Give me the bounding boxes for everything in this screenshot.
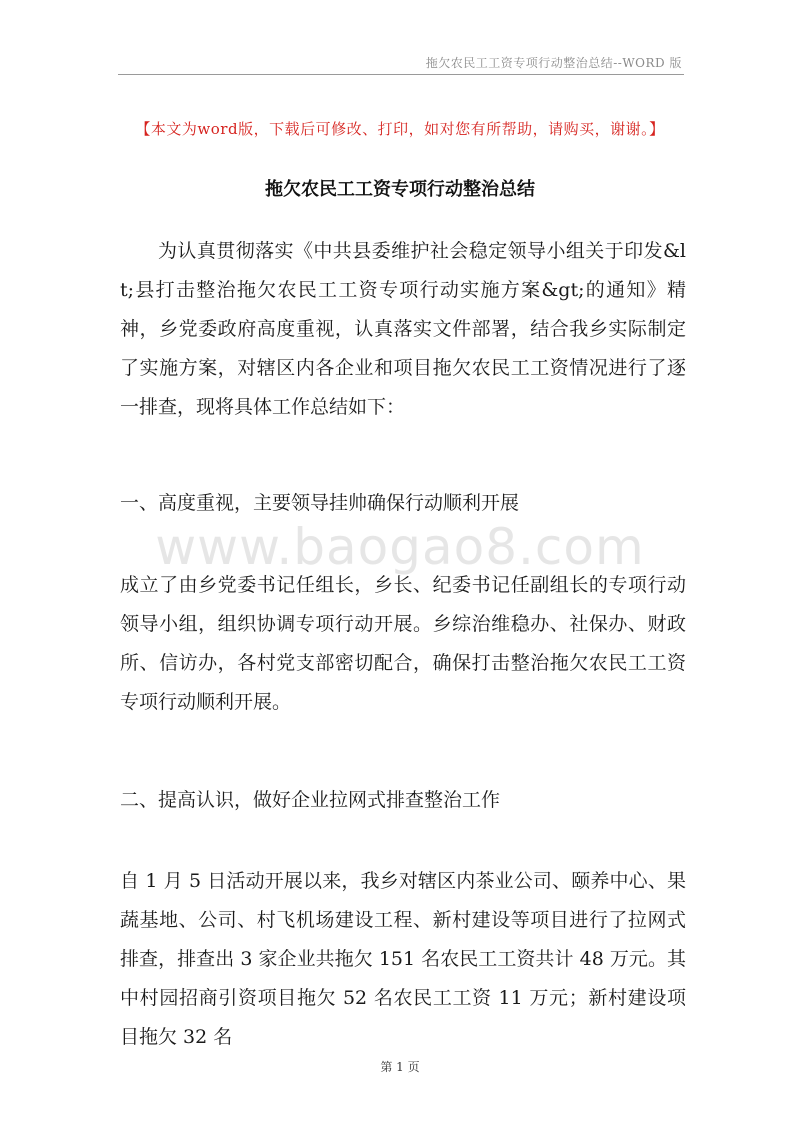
section-1-heading: 一、高度重视，主要领导挂帅确保行动顺利开展 (120, 492, 520, 514)
header-divider (118, 74, 684, 75)
intro-paragraph: 为认真贯彻落实《中共县委维护社会稳定领导小组关于印发&lt;县打击整治拖欠农民工工资专项行动实施方案&gt;的通知》精神，乡党委政府高度重视，认真落实文件部署，结合我乡实际制定了实施方案，对辖区内各企业和项目拖欠农民工工资情况进行了逐一排查，现将具体工作总结如下： (120, 240, 686, 418)
section-1-paragraph: 成立了由乡党委书记任组长，乡长、纪委书记任副组长的专项行动领导小组，组织协调专项行动开展。乡综治维稳办、社保办、财政所、信访办，各村党支部密切配合，确保打击整治拖欠农民工工资专项行动顺利开展。 (120, 574, 686, 713)
running-header-title: 拖欠农民工工资专项行动整治总结--WORD 版 (425, 56, 682, 70)
section-2-paragraph: 自 1 月 5 日活动开展以来，我乡对辖区内茶业公司、颐养中心、果蔬基地、公司、村飞机场建设工程、新村建设等项目进行了拉网式排查，排查出 3 家企业共拖欠 151 名农民工工资共计 48 万元。其中村园招商引资项目拖欠 52 名农民工工资 11 万元；新村建设项目拖欠 32 名 (120, 870, 686, 1048)
purchase-notice: 【本文为word版，下载后可修改、打印，如对您有所帮助，请购买，谢谢。】 (135, 120, 665, 138)
document-title: 拖欠农民工工资专项行动整治总结 (265, 179, 535, 200)
section-2-heading: 二、提高认识，做好企业拉网式排查整治工作 (120, 789, 501, 811)
page-number: 第 1 页 (380, 1060, 420, 1074)
watermark: www.baogao8.com (155, 518, 645, 576)
